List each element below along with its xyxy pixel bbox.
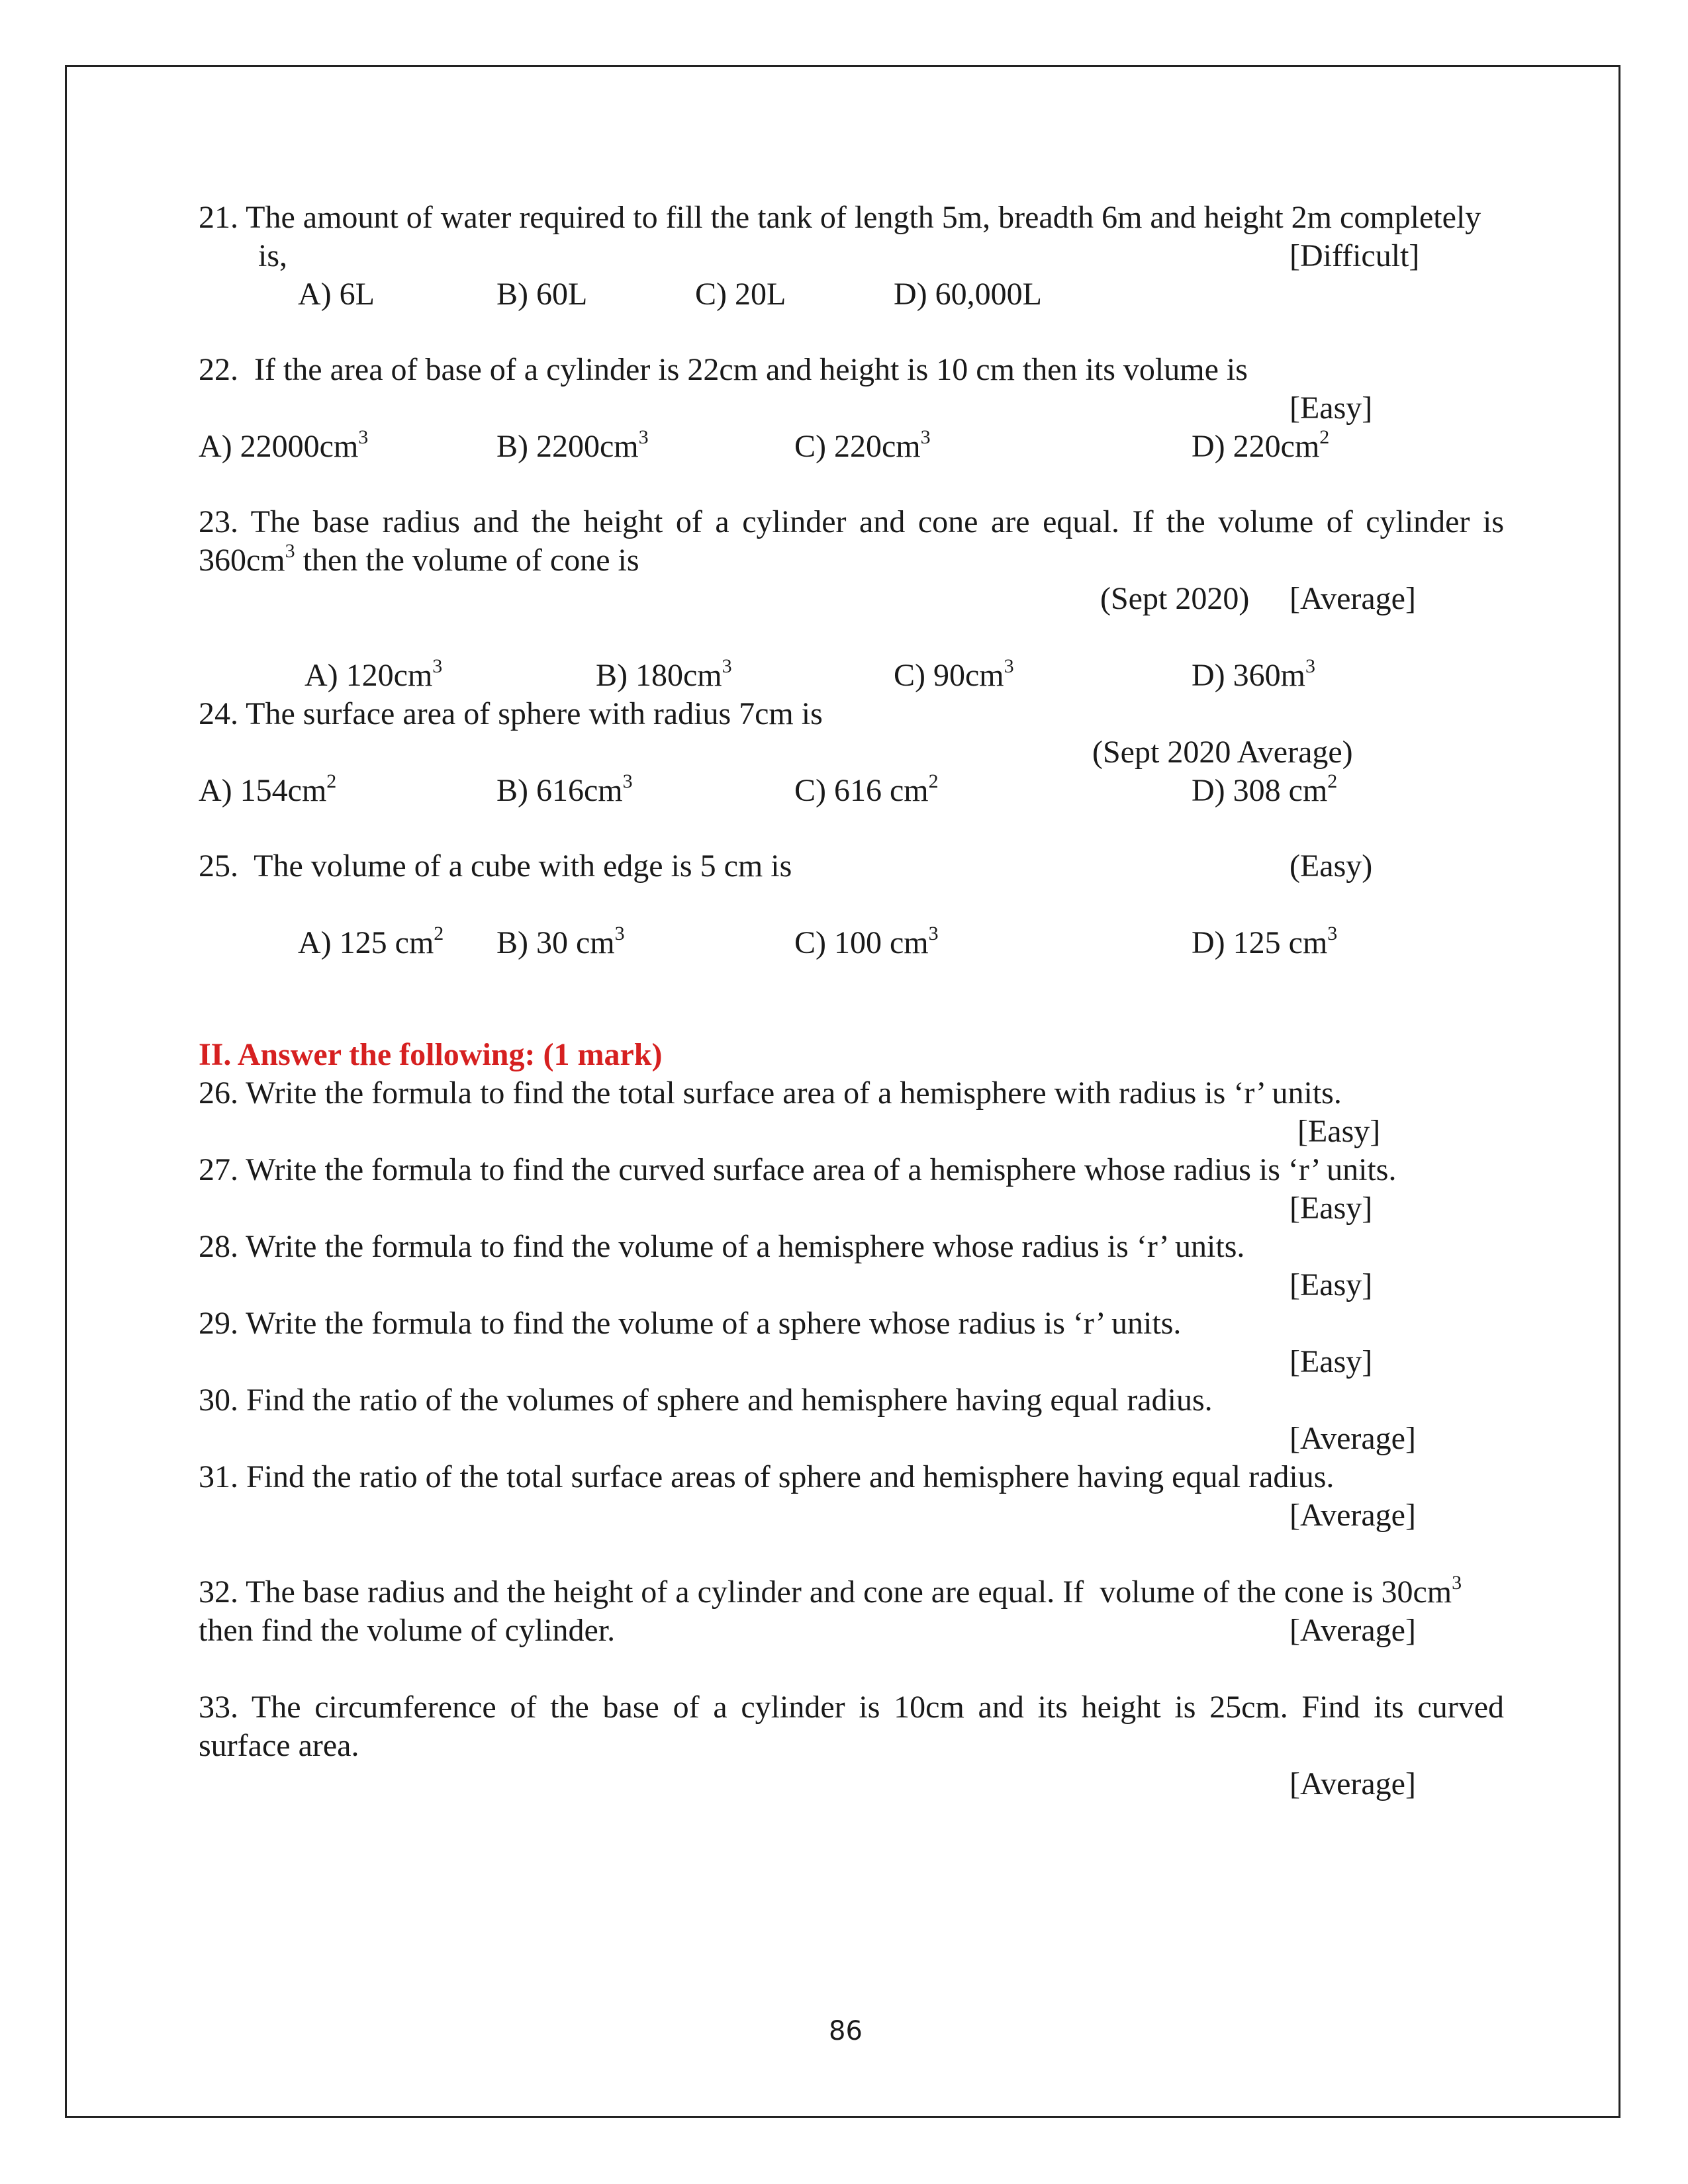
q21-option-d: D) 60,000L <box>894 277 1042 312</box>
q30-difficulty: [Average] <box>1289 1421 1416 1456</box>
q25-line1: 25. The volume of a cube with edge is 5 cm is <box>199 848 792 884</box>
q26-text: 26. Write the formula to find the total surface area of a hemisphere with radius is ‘r’ units. <box>199 1075 1342 1111</box>
q29-text: 29. Write the formula to find the volume of a sphere whose radius is ‘r’ units. <box>199 1306 1182 1341</box>
q32-line1: 32. The base radius and the height of a cylinder and cone are equal. If volume of the cone is $30cm^3$ <box>199 1572 1462 1610</box>
q28-text: 28. Write the formula to find the volume of a hemisphere whose radius is ‘r’ units. <box>199 1229 1245 1264</box>
q24-option-d: D) 308 $cm^2$ <box>1192 770 1338 808</box>
q23-line1: 23. The base radius and the height of a cylinder and cone are equal. If the volume of cylinder is <box>199 504 1504 539</box>
q24-option-b: B) $616cm^3$ <box>496 770 633 808</box>
q23-difficulty: [Average] <box>1289 581 1416 616</box>
q24-line1: 24. The surface area of sphere with radius 7cm is <box>199 696 823 731</box>
q23-option-b: B) $180cm^3$ <box>596 655 732 693</box>
q23-option-a: A) $120cm^3$ <box>305 655 443 693</box>
q23-option-d: D) $360m^3$ <box>1192 655 1315 693</box>
q21-option-b: B) 60L <box>496 277 588 312</box>
q25-difficulty: (Easy) <box>1289 848 1373 884</box>
q21-line1: 21. The amount of water required to fill the tank of length 5m, breadth 6m and height 2m completely <box>199 200 1481 235</box>
q31-text: 31. Find the ratio of the total surface areas of sphere and hemisphere having equal radius. <box>199 1459 1335 1494</box>
q30-text: 30. Find the ratio of the volumes of sphere and hemisphere having equal radius. <box>199 1383 1213 1418</box>
q24-option-a: A) $154cm^2$ <box>199 770 337 808</box>
q33-difficulty: [Average] <box>1289 1766 1416 1801</box>
q32-line2: then find the volume of cylinder. <box>199 1613 616 1648</box>
q32-difficulty: [Average] <box>1289 1613 1416 1648</box>
q27-difficulty: [Easy] <box>1289 1191 1373 1226</box>
q25-option-d: D) 125 $cm^3$ <box>1192 923 1338 960</box>
page-number: 86 <box>829 2016 863 2046</box>
q26-difficulty: [Easy] <box>1297 1114 1381 1149</box>
q33-line2: surface area. <box>199 1728 359 1763</box>
q23-line2: $360cm^3$ then the volume of cone is <box>199 540 639 578</box>
q27-text: 27. Write the formula to find the curved surface area of a hemisphere whose radius is ‘r’ units. <box>199 1152 1397 1187</box>
q24-source-difficulty: (Sept 2020 Average) <box>1092 735 1353 770</box>
q25-option-b: B) 30 $cm^3$ <box>496 923 625 960</box>
section-heading: II. Answer the following: (1 mark) <box>199 1037 663 1072</box>
q25-option-a: A) 125 $cm^2$ <box>298 923 444 960</box>
q22-line1: 22. If the area of base of a cylinder is 22cm and height is 10 cm then its volume is <box>199 352 1248 387</box>
q22-option-c: C) $220cm^3$ <box>794 426 931 464</box>
q29-difficulty: [Easy] <box>1289 1344 1373 1379</box>
q21-option-c: C) 20L <box>695 277 786 312</box>
q23-source: (Sept 2020) <box>1100 581 1250 616</box>
q21-difficulty: [Difficult] <box>1289 238 1420 273</box>
q21-line2: is, <box>258 238 288 273</box>
q23-option-c: C) $90cm^3$ <box>894 655 1014 693</box>
q28-difficulty: [Easy] <box>1289 1267 1373 1302</box>
q22-option-b: B) $2200cm^3$ <box>496 426 649 464</box>
q25-option-c: C) 100 $cm^3$ <box>794 923 939 960</box>
q31-difficulty: [Average] <box>1289 1498 1416 1533</box>
q21-option-a: A) 6L <box>298 277 375 312</box>
q22-option-d: D) $220cm^2$ <box>1192 426 1330 464</box>
q33-line1: 33. The circumference of the base of a cylinder is 10cm and its height is 25cm. Find its curved <box>199 1690 1504 1725</box>
q22-option-a: A) $22000cm^3$ <box>199 426 369 464</box>
q22-difficulty: [Easy] <box>1289 390 1373 426</box>
q24-option-c: C) 616 $cm^2$ <box>794 770 939 808</box>
